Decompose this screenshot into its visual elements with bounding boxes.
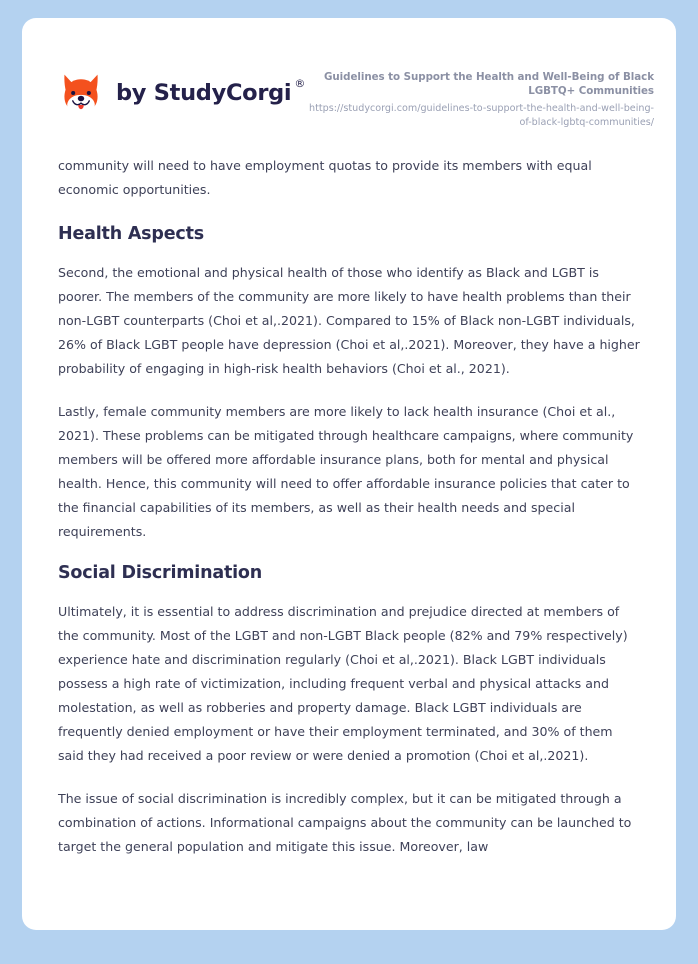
header-document-meta: [306, 58, 654, 130]
brand-name-text: by StudyCorgi: [116, 79, 292, 106]
corgi-face-logo-icon: [58, 70, 104, 116]
document-url[interactable]: https://studycorgi.com/guidelines-to-support-the-health-and-well-being-of-black-lgbtq-communities/: [309, 103, 654, 129]
registered-trademark-icon: ®: [294, 76, 306, 90]
paragraph-mitigation-actions: The issue of social discrimination is incredibly complex, but it can be mitigated through a combination of actions. Informational campaigns about the community can be launched to target the general population and mitigate this issue. Moreover, law: [58, 791, 632, 854]
section-heading-social-discrimination: Social Discrimination: [58, 563, 262, 583]
document-page-card: [22, 18, 676, 930]
brand-logo-block: [58, 58, 305, 116]
document-body: [22, 128, 676, 859]
paragraph-discrimination-statistics: Ultimately, it is essential to address discrimination and prejudice directed at members of the community. Most of the LGBT and non-LGBT Black people (82% and 79% respectively) experience hate and discrimination regularly (Choi et al,.2021). Black LGBT individuals possess a high rate of victimization, including frequent verbal and physical attacks and molestation, as well as robberies and property damage. Black LGBT individuals are frequently denied employment or have their employment terminated, and 30% of them said they had received a poor review or were denied a promotion (Choi et al,.2021).: [58, 604, 628, 763]
paragraph-health-statistics: Second, the emotional and physical health of those who identify as Black and LGBT is poorer. The members of the community are more likely to have health problems than their non-LGBT counterparts (Choi et al,.2021). Compared to 15% of Black non-LGBT individuals, 26% of Black LGBT people have depression (Choi et al,.2021). Moreover, they have a higher probability of engaging in high-risk health behaviors (Choi et al., 2021).: [58, 265, 640, 376]
section-heading-health-aspects: Health Aspects: [58, 224, 204, 244]
document-title: Guidelines to Support the Health and Well-Being of Black LGBTQ+ Communities: [323, 71, 654, 98]
paragraph-employment-quotas: community will need to have employment quotas to provide its members with equal economic opportunities.: [58, 158, 592, 197]
paragraph-health-insurance: Lastly, female community members are more likely to lack health insurance (Choi et al., 2021). These problems can be mitigated through healthcare campaigns, where community members will be offered more affordable insurance plans, both for mental and physical health. Hence, this community will need to offer affordable insurance policies that cater to the financial capabilities of its members, as well as their health needs and special requirements.: [58, 404, 634, 539]
brand-wordmark: [116, 76, 306, 106]
document-header: [22, 18, 676, 128]
